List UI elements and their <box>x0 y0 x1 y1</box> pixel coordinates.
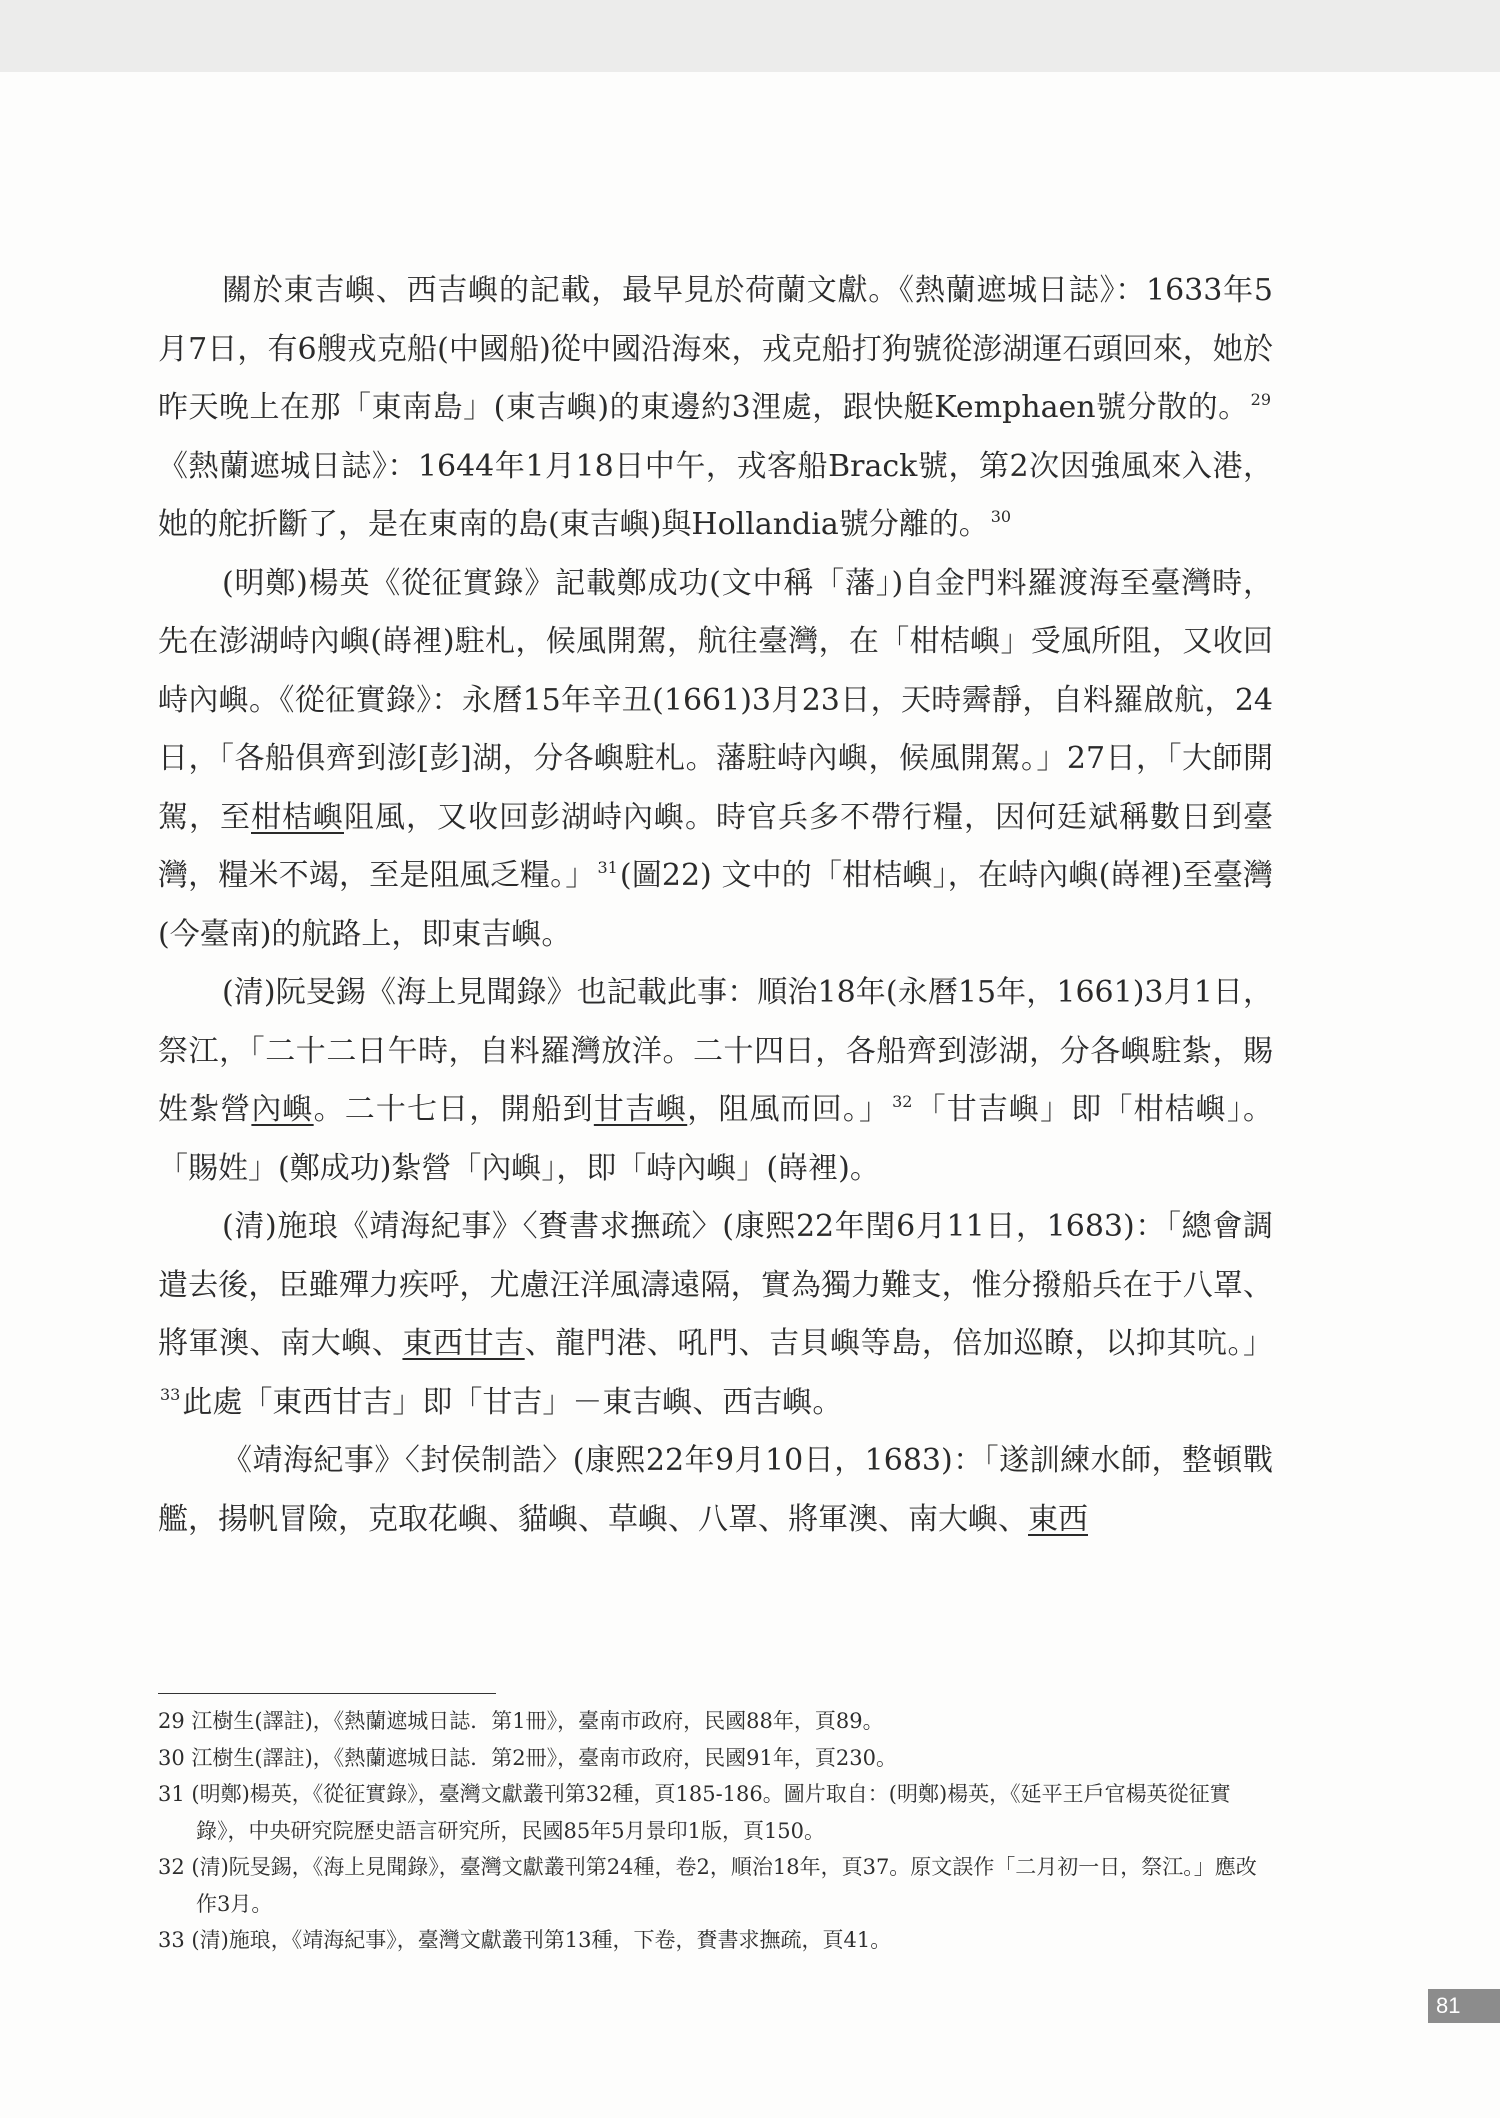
paragraph <box>158 964 1273 1198</box>
footnote-item: 32 (清)阮旻錫，《海上見聞錄》，臺灣文獻叢刊第24種，卷2，順治18年，頁37。原文誤作「二月初一日，祭江。」應改作3月。 <box>158 1855 1257 1916</box>
footnote-ref: 33 <box>160 1384 181 1404</box>
text-run: 此處「東西甘吉」即「甘吉」－東吉嶼、西吉嶼。 <box>182 1384 843 1420</box>
footnote-item: 33 (清)施琅，《靖海紀事》，臺灣文獻叢刊第13種，下卷，賚書求撫疏，頁41。 <box>158 1928 892 1952</box>
paragraph <box>158 555 1273 965</box>
footnote-item: 30 江樹生(譯註)，《熱蘭遮城日誌．第2冊》，臺南市政府，民國91年，頁230。 <box>158 1745 897 1770</box>
footnotes <box>158 1703 1273 1959</box>
text-run: ，阻風而回。」 <box>687 1092 891 1127</box>
paragraph <box>158 262 1273 555</box>
paragraph <box>158 1432 1273 1549</box>
underlined-term: 甘吉嶼 <box>593 1092 688 1127</box>
footnote-ref: 30 <box>990 507 1012 526</box>
footnote-ref: 32 <box>892 1092 913 1111</box>
text-run: (清)阮旻錫《海上見聞錄》也記載此事：順治18年(永曆15年，1661)3月1日，祭江，「二十二日午時，自料羅灣放洋。二十四日，各船齊到澎湖，分各嶼駐紮，賜姓紮營 <box>158 975 1273 1127</box>
footnote-item: 31 (明鄭)楊英，《從征實錄》，臺灣文獻叢刊第32種，頁185-186。圖片取自：(明鄭)楊英，《延平王戶官楊英從征實錄》，中央研究院歷史語言研究所，民國85年5月景印1版，頁150。 <box>158 1782 1231 1843</box>
text-run: 《熱蘭遮城日誌》：1644年1月18日中午，戎客船Brack號，第2次因強風來入港，她的舵折斷了，是在東南的島(東吉嶼)與Hollandia號分離的。 <box>158 448 1273 542</box>
footnote-divider <box>158 1693 496 1694</box>
underlined-term: 柑桔嶼 <box>251 799 344 835</box>
text-run: 《靖海紀事》〈封侯制誥〉(康熙22年9月10日，1683)：「遂訓練水師，整頓戰艦，揚帆冒險，克取花嶼、貓嶼、草嶼、八罩、將軍澳、南大嶼、 <box>158 1443 1273 1537</box>
text-run: 阻風，又收回彭湖峙內嶼。時官兵多不帶行糧，因何廷斌稱數日到臺灣，糧米不竭，至是阻風乏糧。」 <box>158 799 1273 893</box>
text-run: (明鄭)楊英《從征實錄》記載鄭成功(文中稱「藩」)自金門料羅渡海至臺灣時，先在澎湖峙內嶼(嵵裡)駐札，候風開駕，航往臺灣，在「柑桔嶼」受風所阻，又收回峙內嶼。《從征實錄》：永曆15年辛丑(1661)3月23日，天時霽靜，自料羅啟航，24日，「各船俱齊到澎[彭]湖，分各嶼駐札。藩駐峙內嶼，候風開駕。」27日，「大師開駕，至 <box>158 565 1273 835</box>
underlined-term: 東西 <box>1028 1501 1088 1537</box>
paragraph <box>158 1198 1273 1432</box>
underlined-term: 東西甘吉 <box>402 1326 525 1361</box>
underlined-term: 內嶼 <box>251 1092 314 1127</box>
scan-top-margin <box>0 0 1500 72</box>
text-run: (圖22) 文中的「柑桔嶼」，在峙內嶼(嵵裡)至臺灣(今臺南)的航路上，即東吉嶼。 <box>158 858 1274 952</box>
footnote-ref: 31 <box>597 858 618 877</box>
text-run: 關於東吉嶼、西吉嶼的記載，最早見於荷蘭文獻。《熱蘭遮城日誌》：1633年5月7日，有6艘戎克船(中國船)從中國沿海來，戎克船打狗號從澎湖運石頭回來，她於昨天晚上在那「東南島」(東吉嶼)的東邊約3浬處，跟快艇Kemphaen號分散的。 <box>158 273 1273 425</box>
text-run: 、龍門港、吼門、吉貝嶼等島，倍加巡瞭，以抑其吭。」 <box>524 1326 1274 1361</box>
text-run: 。二十七日，開船到 <box>313 1092 594 1127</box>
page-number: 81 <box>1428 1989 1500 2023</box>
footnote-item: 29 江樹生(譯註)，《熱蘭遮城日誌．第1冊》，臺南市政府，民國88年，頁89。 <box>158 1709 884 1733</box>
text-run: 「甘吉嶼」即「柑桔嶼」。「賜姓」(鄭成功)紮營「內嶼」，即「峙內嶼」(嵵裡)。 <box>158 1092 1274 1186</box>
text-run: (清)施琅《靖海紀事》〈賚書求撫疏〉(康熙22年閏6月11日，1683)：「總會調遣去後，臣雖殫力疾呼，尤慮汪洋風濤遠隔，實為獨力難支，惟分撥船兵在于八罩、將軍澳、南大嶼、 <box>158 1209 1273 1361</box>
body-text <box>158 262 1273 1549</box>
footnote-ref: 29 <box>1250 390 1271 409</box>
